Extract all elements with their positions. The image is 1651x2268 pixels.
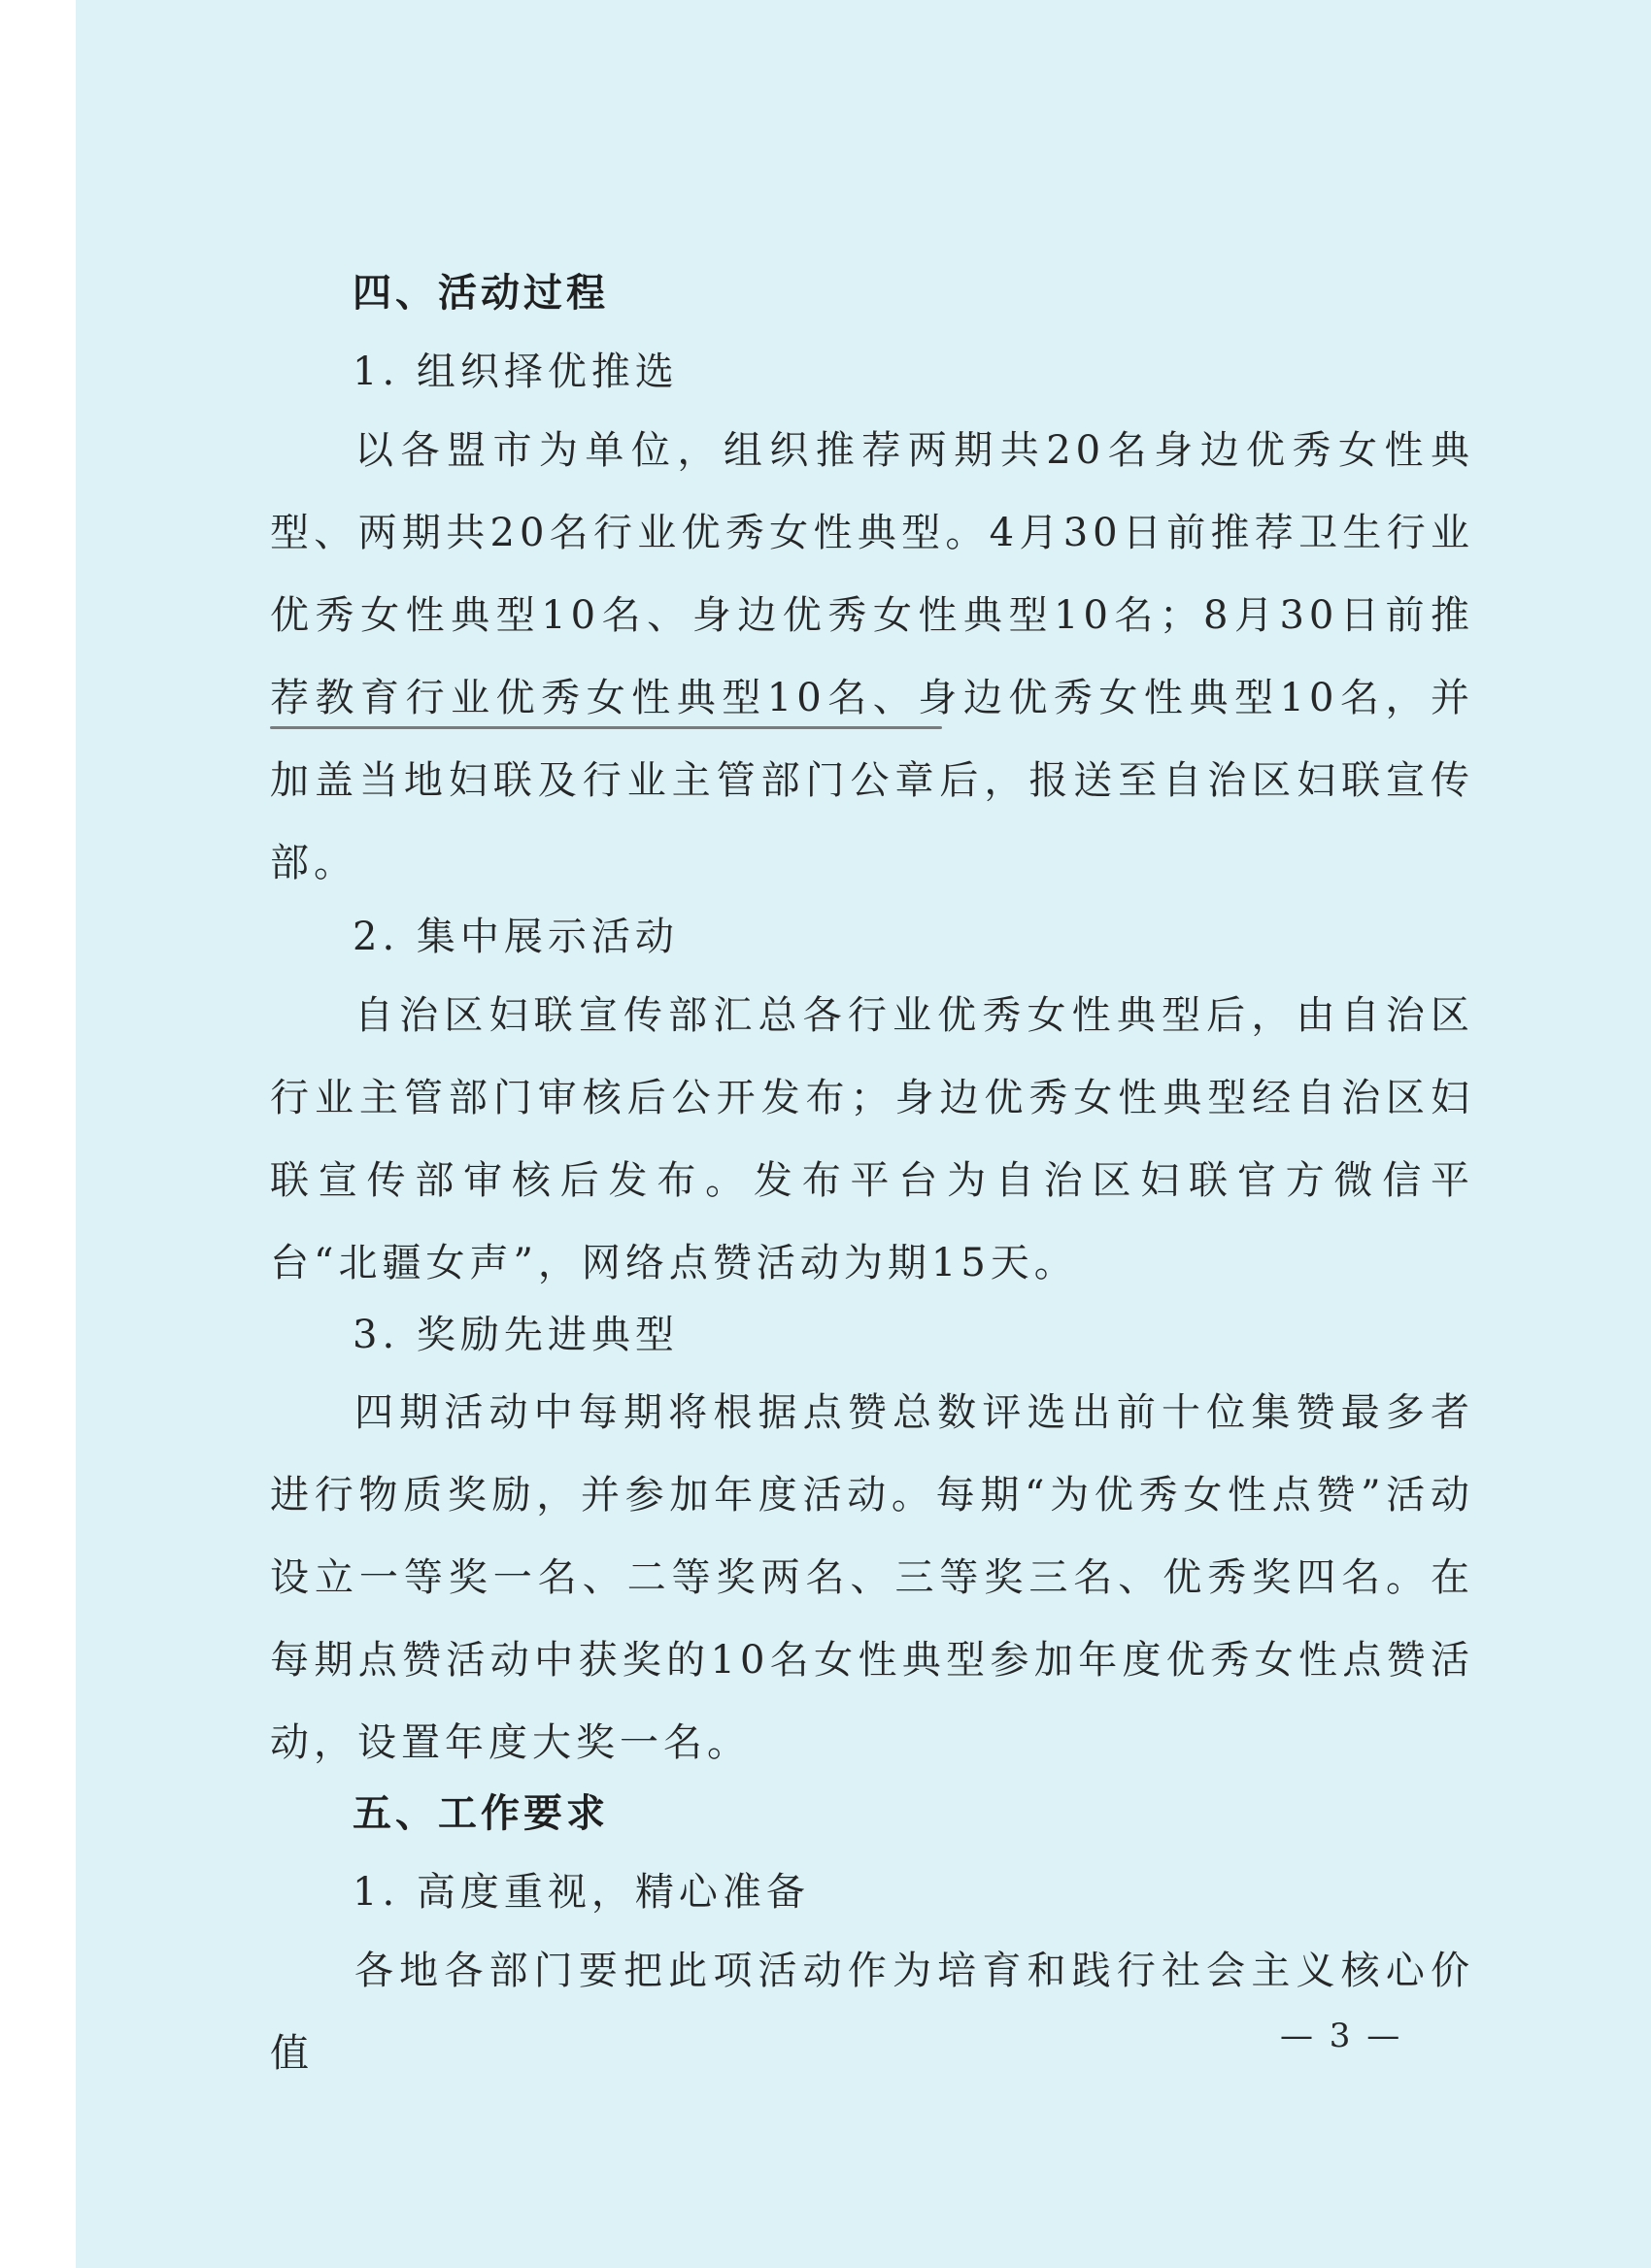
item-2-title: 2. 集中展示活动 [353, 915, 679, 959]
item-3-title: 3. 奖励先进典型 [353, 1313, 679, 1357]
item-1-title: 1. 组织择优推选 [353, 350, 679, 394]
item-2-body: 自治区妇联宣传部汇总各行业优秀女性典型后，由自治区行业主管部门审核后公开发布；身边优秀女性典型经自治区妇联宣传部审核后发布。发布平台为自治区妇联官方微信平台“北疆女声”，网络点赞活动为期15天。 [270, 993, 1474, 1285]
item-3-body: 四期活动中每期将根据点赞总数评选出前十位集赞最多者进行物质奖励，并参加年度活动。每期“为优秀女性点赞”活动设立一等奖一名、二等奖两名、三等奖三名、优秀奖四名。在每期点赞活动中获奖的10名女性典型参加年度优秀女性点赞活动，设置年度大奖一名。 [270, 1390, 1474, 1765]
section-four-title: 四、活动过程 [353, 270, 609, 316]
handwritten-underline [270, 726, 942, 729]
section-five-item-1-body: 各地各部门要把此项活动作为培育和践行社会主义核心价值 [270, 1949, 1474, 2076]
section-five-item-1-title: 1. 高度重视，精心准备 [353, 1870, 810, 1915]
item-1-body: 以各盟市为单位，组织推荐两期共20名身边优秀女性典型、两期共20名行业优秀女性典型。4月30日前推荐卫生行业优秀女性典型10名、身边优秀女性典型10名；8月30日前推荐教育行业优秀女性典型10名、身边优秀女性典型10名，并加盖当地妇联及行业主管部门公章后，报送至自治区妇联宣传部。 [270, 428, 1474, 885]
section-five-title: 五、工作要求 [353, 1790, 609, 1836]
page-number: — 3 — [1280, 2017, 1403, 2055]
